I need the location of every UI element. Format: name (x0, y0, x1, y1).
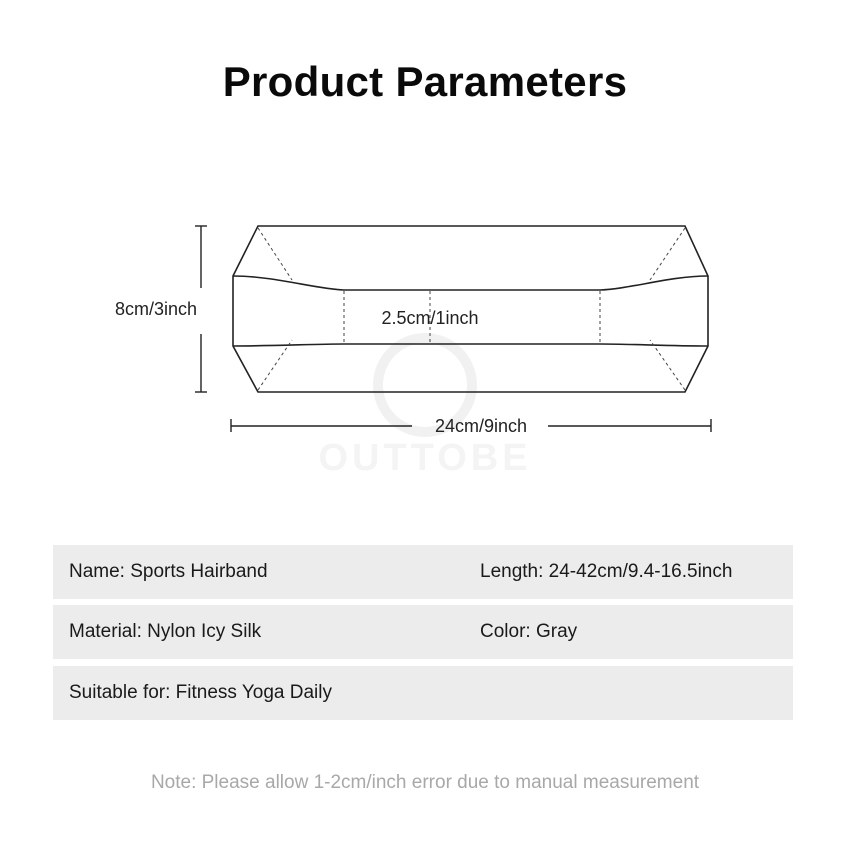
spec-material: Material: Nylon Icy Silk (69, 621, 262, 642)
watermark (318, 338, 531, 479)
spec-suitable-for: Suitable for: Fitness Yoga Daily (69, 682, 332, 703)
stitch-top-right (650, 228, 685, 280)
spec-row (53, 666, 793, 720)
page-title: Product Parameters (222, 58, 628, 105)
height-label: 8cm/3inch (114, 299, 198, 319)
stitch-top-left (258, 228, 292, 280)
watermark-text: OUTTOBE (318, 437, 532, 479)
band-width-label: 2.5cm/1inch (381, 308, 479, 328)
width-label: 24cm/9inch (434, 416, 528, 436)
spec-name: Name: Sports Hairband (69, 561, 268, 582)
spec-length: Length: 24-42cm/9.4-16.5inch (480, 561, 733, 582)
measurement-note: Note: Please allow 1-2cm/inch error due to manual measurement (150, 772, 700, 793)
stitch-bottom-left (258, 340, 292, 390)
spec-row (53, 545, 793, 599)
spec-row (53, 605, 793, 659)
stitch-bottom-right (650, 340, 685, 390)
spec-color: Color: Gray (480, 621, 578, 642)
band-inner-top (233, 276, 708, 290)
band-inner-bottom (233, 344, 708, 346)
